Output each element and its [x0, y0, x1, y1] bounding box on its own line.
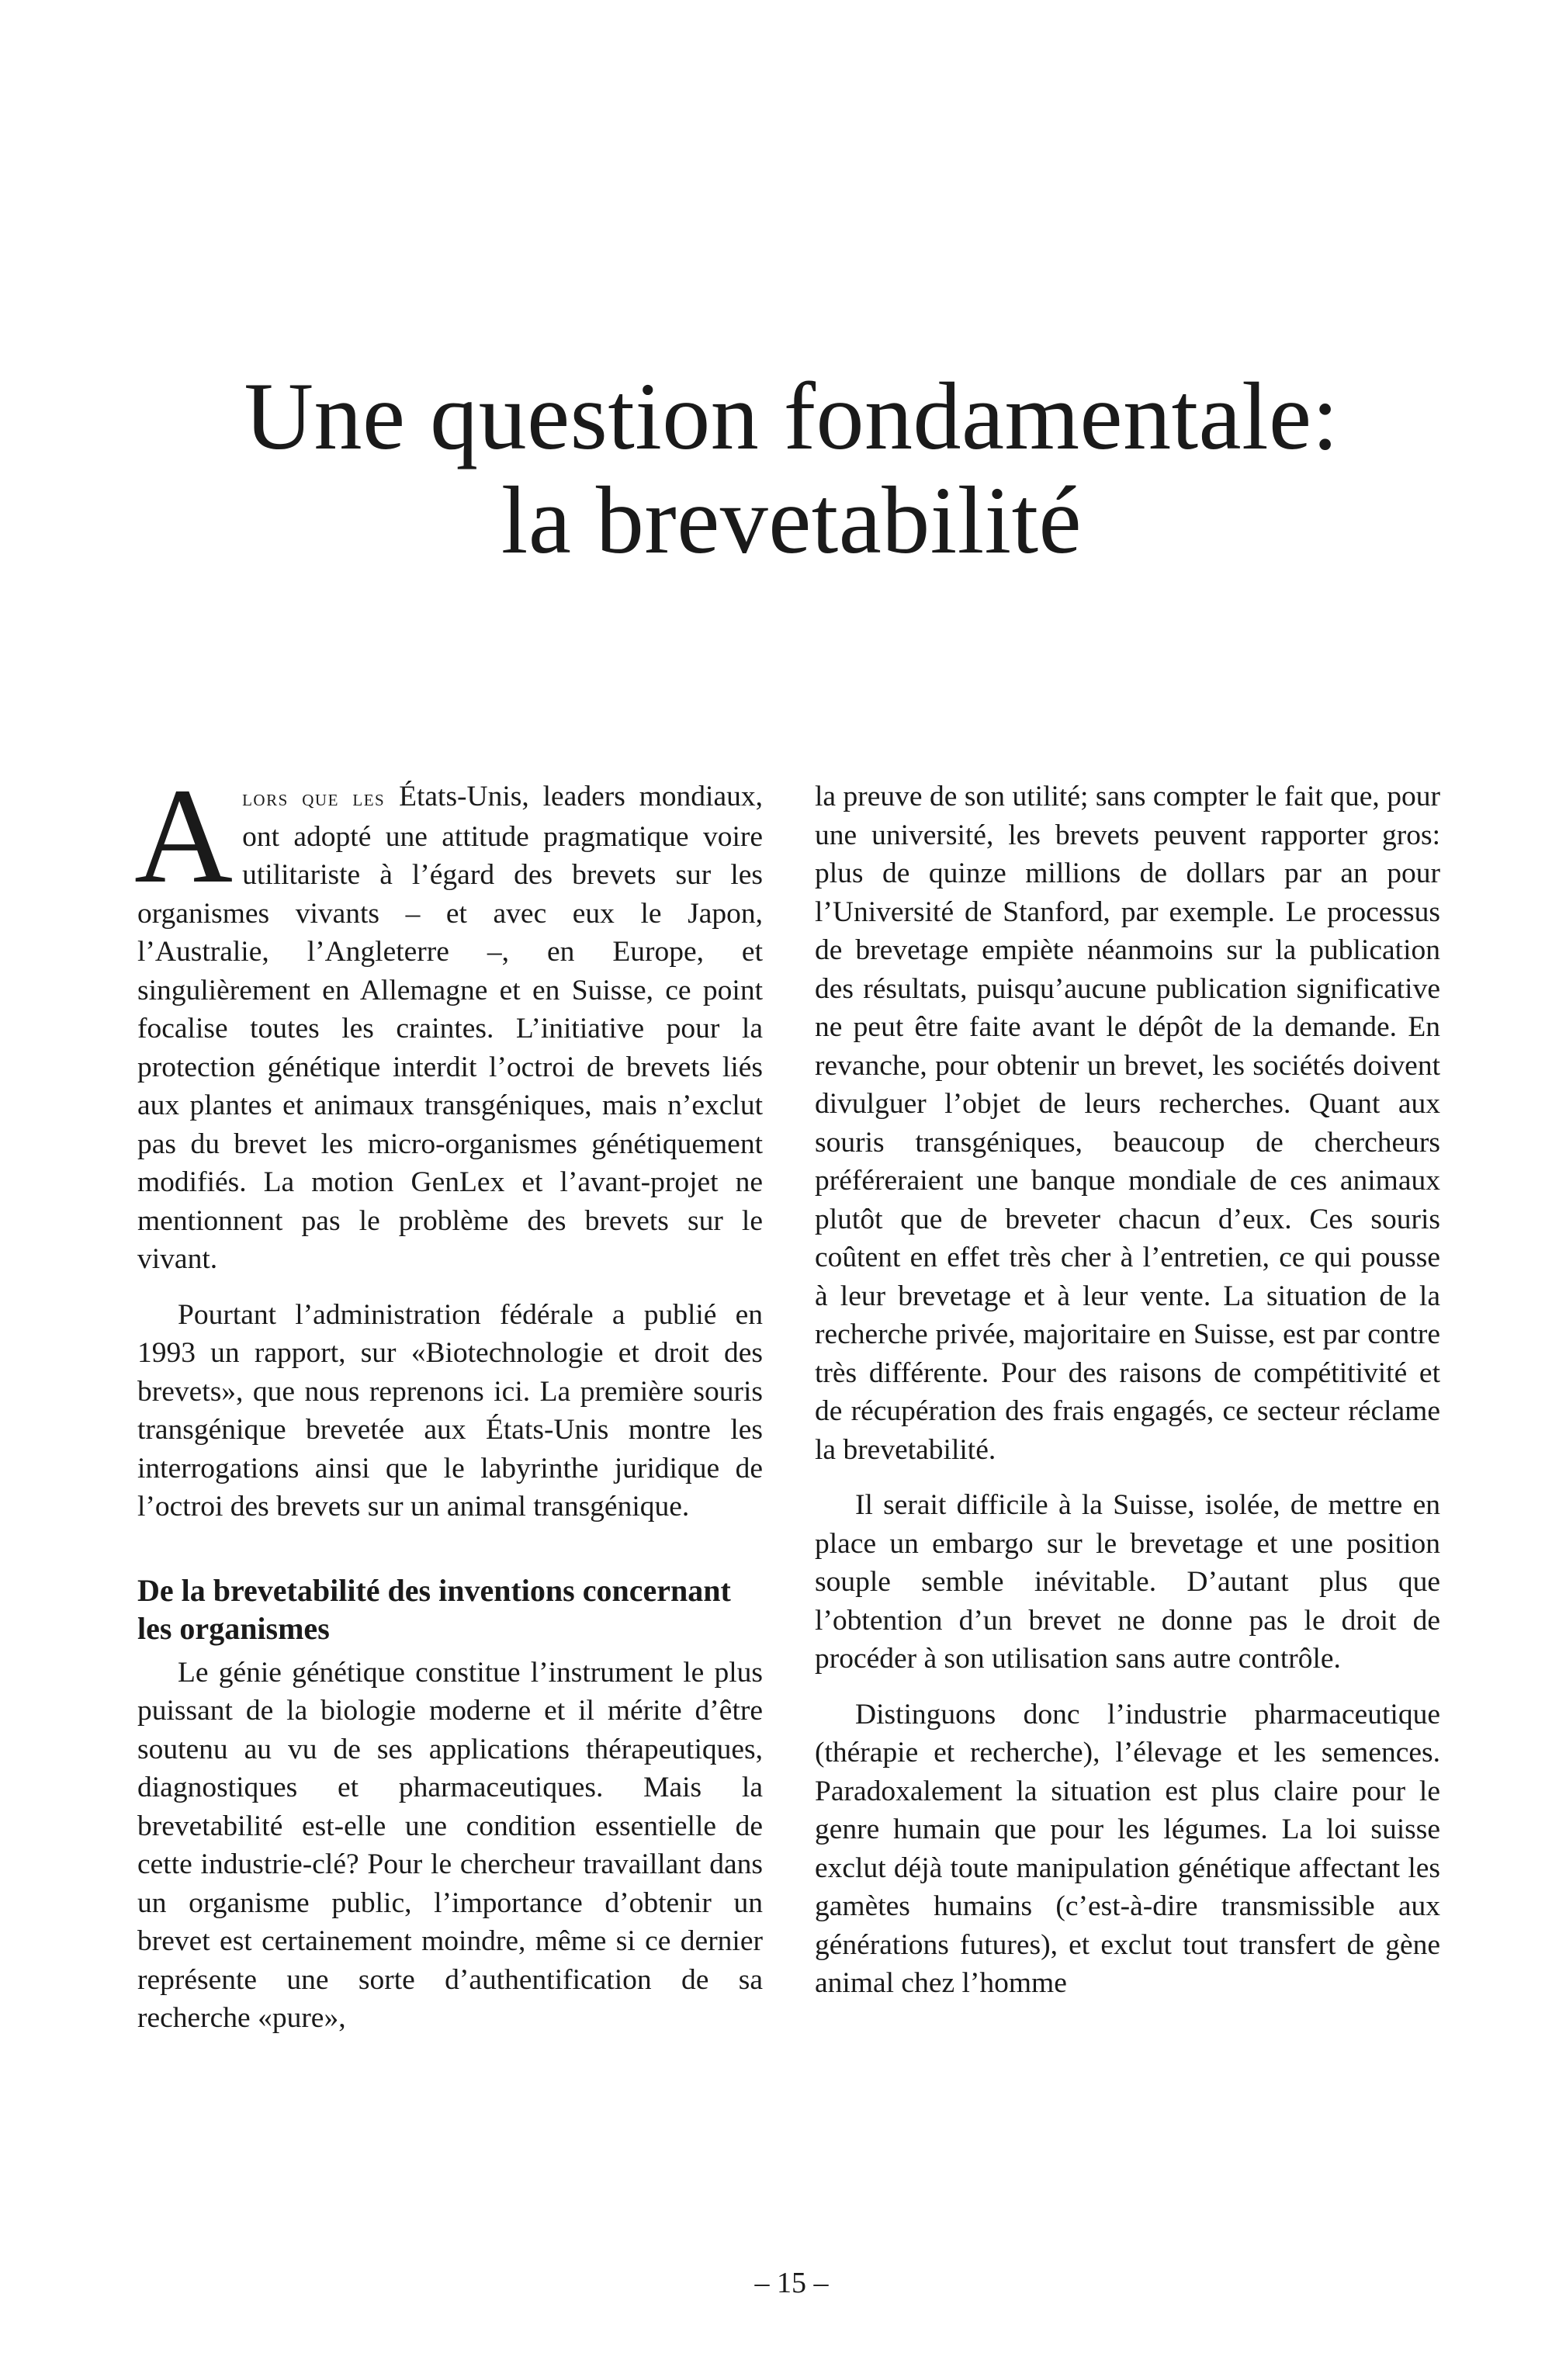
intro-paragraph-text: États-Unis, leaders mondiaux, ont adopté une attitude pragmatique voire utilitariste à l’égard des brevets sur les organismes vivants – et avec eux le Japon, l’Australie, l’Angleterre –, en Europe, et singulièrement en Allemagne et en Suisse, ce point focalise toutes les craintes. L’initiative pour la protection génétique interdit l’octroi de brevets liés aux plantes et animaux transgéniques, mais n’exclut pas du brevet les micro-organismes génétiquement modifiés. La motion GenLex et l’avant-projet ne mentionnent pas le problème des brevets sur le vivant.	[137, 781, 763, 1275]
drop-cap: A	[134, 760, 234, 912]
body-paragraph: Distinguons donc l’industrie pharmaceutique (thérapie et recherche), l’élevage et les semences. Paradoxalement la situation est plus claire pour le genre humain que pour les légumes. La loi suisse exclut déjà toute manipulation génétique affectant les gamètes humains (c’est-à-dire transmissible aux générations futures), et exclut tout transfert de gène animal chez l’homme	[815, 1698, 1440, 1999]
body-paragraph: Pourtant l’administration fédérale a publié en 1993 un rapport, sur «Biotechnologie et droit des brevets», que nous reprenons ici. La première souris transgénique brevetée aux États-Unis montre les interrogations ainsi que le labyrinthe juridique de l’octroi des brevets sur un animal transgénique.	[137, 1298, 763, 1523]
body-paragraph: la preuve de son utilité; sans compter le fait que, pour une université, les brevets peuvent rapporter gros: plus de quinze millions de dollars par an pour l’Université de Stanford, par exemple. Le processus de brevetage empiète néanmoins sur la publication des résultats, puisqu’aucune publication significative ne peut être faite avant le dépôt de la demande. En revanche, pour obtenir un brevet, les sociétés doivent divulguer l’objet de leurs recherches. Quant aux souris transgéniques, beaucoup de chercheurs préféreraient une banque mondiale de ces animaux plutôt que de breveter chacun d’eux. Ces souris coûtent en effet très cher à l’entretien, ce qui pousse à leur brevetage et à leur vente. La situation de la recherche privée, majoritaire en Suisse, est par contre très différente. Pour des raisons de compétitivité et de récupération des frais engagés, ce secteur réclame la brevetabilité.	[815, 781, 1440, 1466]
body-paragraph: Le génie génétique constitue l’instrument le plus puissant de la biologie moderne et il mérite d’être soutenu au vu de ses applications thérapeutiques, diagnostiques et pharmaceutiques. Mais la brevetabilité est-elle une condition essentielle de cette industrie-clé? Pour le chercheur travaillant dans un organisme public, l’importance d’obtenir un brevet est certainement moindre, même si ce dernier représente une sorte d’authentification de sa recherche «pure»,	[137, 1656, 763, 2034]
section-subheading: De la brevetabilité des inventions concernant les organismes	[137, 1572, 731, 1646]
page-title	[0, 365, 1552, 573]
intro-paragraph	[134, 760, 763, 1279]
title-line-1: Une question fondamentale:	[244, 363, 1339, 469]
smallcaps-lead: lors que les	[242, 785, 386, 811]
body-paragraph: Il serait difficile à la Suisse, isolée, de mettre en place un embargo sur le brevetage et une position souple semble inévitable. D’autant plus que l’obtention d’un brevet ne donne pas le droit de procéder à son utilisation sans autre contrôle.	[815, 1489, 1440, 1675]
left-column	[134, 760, 763, 2055]
right-column	[815, 778, 1440, 2020]
title-line-2: la brevetabilité	[501, 467, 1083, 573]
page-number: – 15 –	[754, 2267, 829, 2299]
